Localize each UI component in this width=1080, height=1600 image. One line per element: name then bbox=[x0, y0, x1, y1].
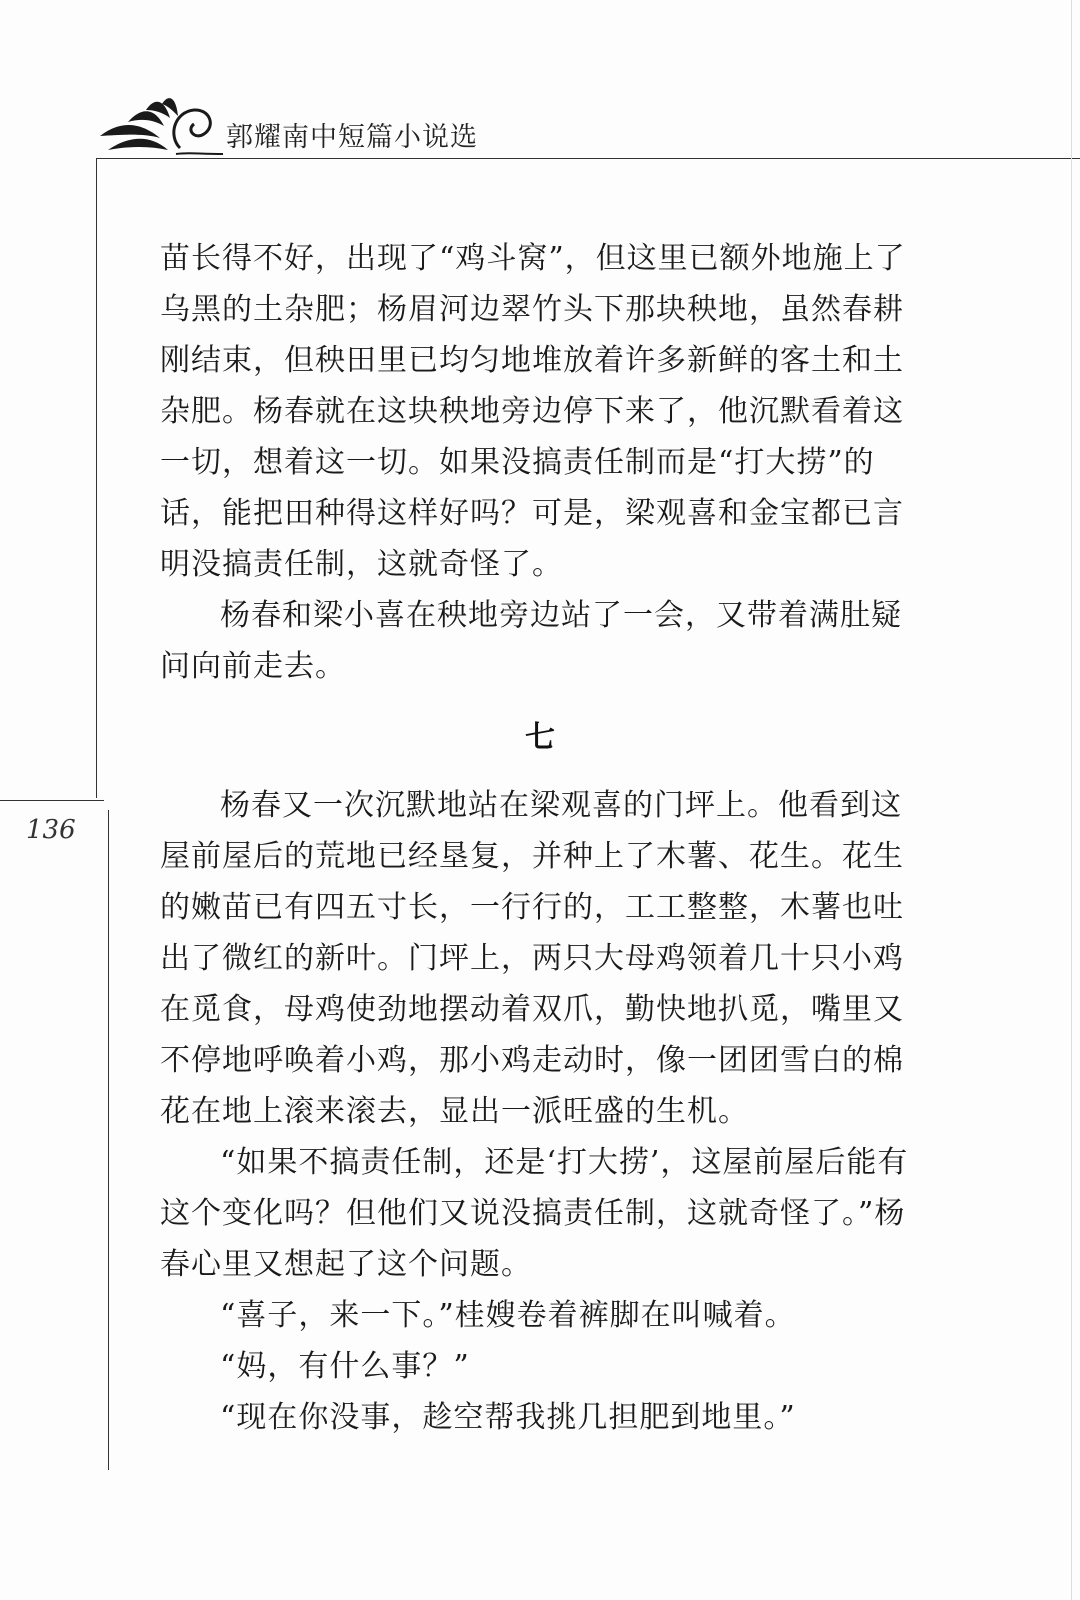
margin-vertical-rule-lower bbox=[108, 810, 109, 1470]
paragraph: 杨春和梁小喜在秧地旁边站了一会，又带着满肚疑问向前走去。 bbox=[160, 598, 902, 684]
text-block-top bbox=[160, 233, 920, 692]
paragraph: “如果不搞责任制，还是‘打大捞’，这屋前屋后能有这个变化吗？但他们又说没搞责任制，这就奇怪了。”杨春心里又想起了这个问题。 bbox=[160, 1145, 909, 1282]
page-number: 136 bbox=[26, 815, 76, 845]
text-block-bottom bbox=[160, 780, 920, 1443]
floral-swirl-icon bbox=[98, 92, 223, 162]
page-number-rule bbox=[0, 800, 104, 801]
section-heading: 七 bbox=[525, 720, 555, 755]
paragraph: “现在你没事，趁空帮我挑几担肥到地里。” bbox=[220, 1400, 796, 1435]
page-edge bbox=[1071, 0, 1072, 1600]
paragraph: 杨春又一次沉默地站在梁观喜的门坪上。他看到这屋前屋后的荒地已经垦复，并种上了木薯、花生。花生的嫩苗已有四五寸长，一行行的，工工整整，木薯也吐出了微红的新叶。门坪上，两只大母鸡领着几十只小鸡在觅食，母鸡使劲地摆动着双爪，勤快地扒觅，嘴里又不停地呼唤着小鸡，那小鸡走动时，像一团团雪白的棉花在地上滚来滚去，显出一派旺盛的生机。 bbox=[160, 788, 904, 1129]
paragraph: “喜子，来一下。”桂嫂卷着裤脚在叫喊着。 bbox=[220, 1298, 796, 1333]
header-rule bbox=[96, 158, 1080, 159]
margin-vertical-rule bbox=[96, 158, 97, 798]
running-title: 郭耀南中短篇小说选 bbox=[226, 122, 478, 153]
paragraph: 苗长得不好，出现了“鸡斗窝”，但这里已额外地施上了乌黑的土杂肥；杨眉河边翠竹头下那块秧地，虽然春耕刚结束，但秧田里已均匀地堆放着许多新鲜的客土和土杂肥。杨春就在这块秧地旁边停下来了，他沉默看着这一切，想着这一切。如果没搞责任制而是“打大捞”的话，能把田种得这样好吗？可是，梁观喜和金宝都已言明没搞责任制，这就奇怪了。 bbox=[160, 241, 906, 582]
paragraph: “妈，有什么事？” bbox=[220, 1349, 470, 1384]
